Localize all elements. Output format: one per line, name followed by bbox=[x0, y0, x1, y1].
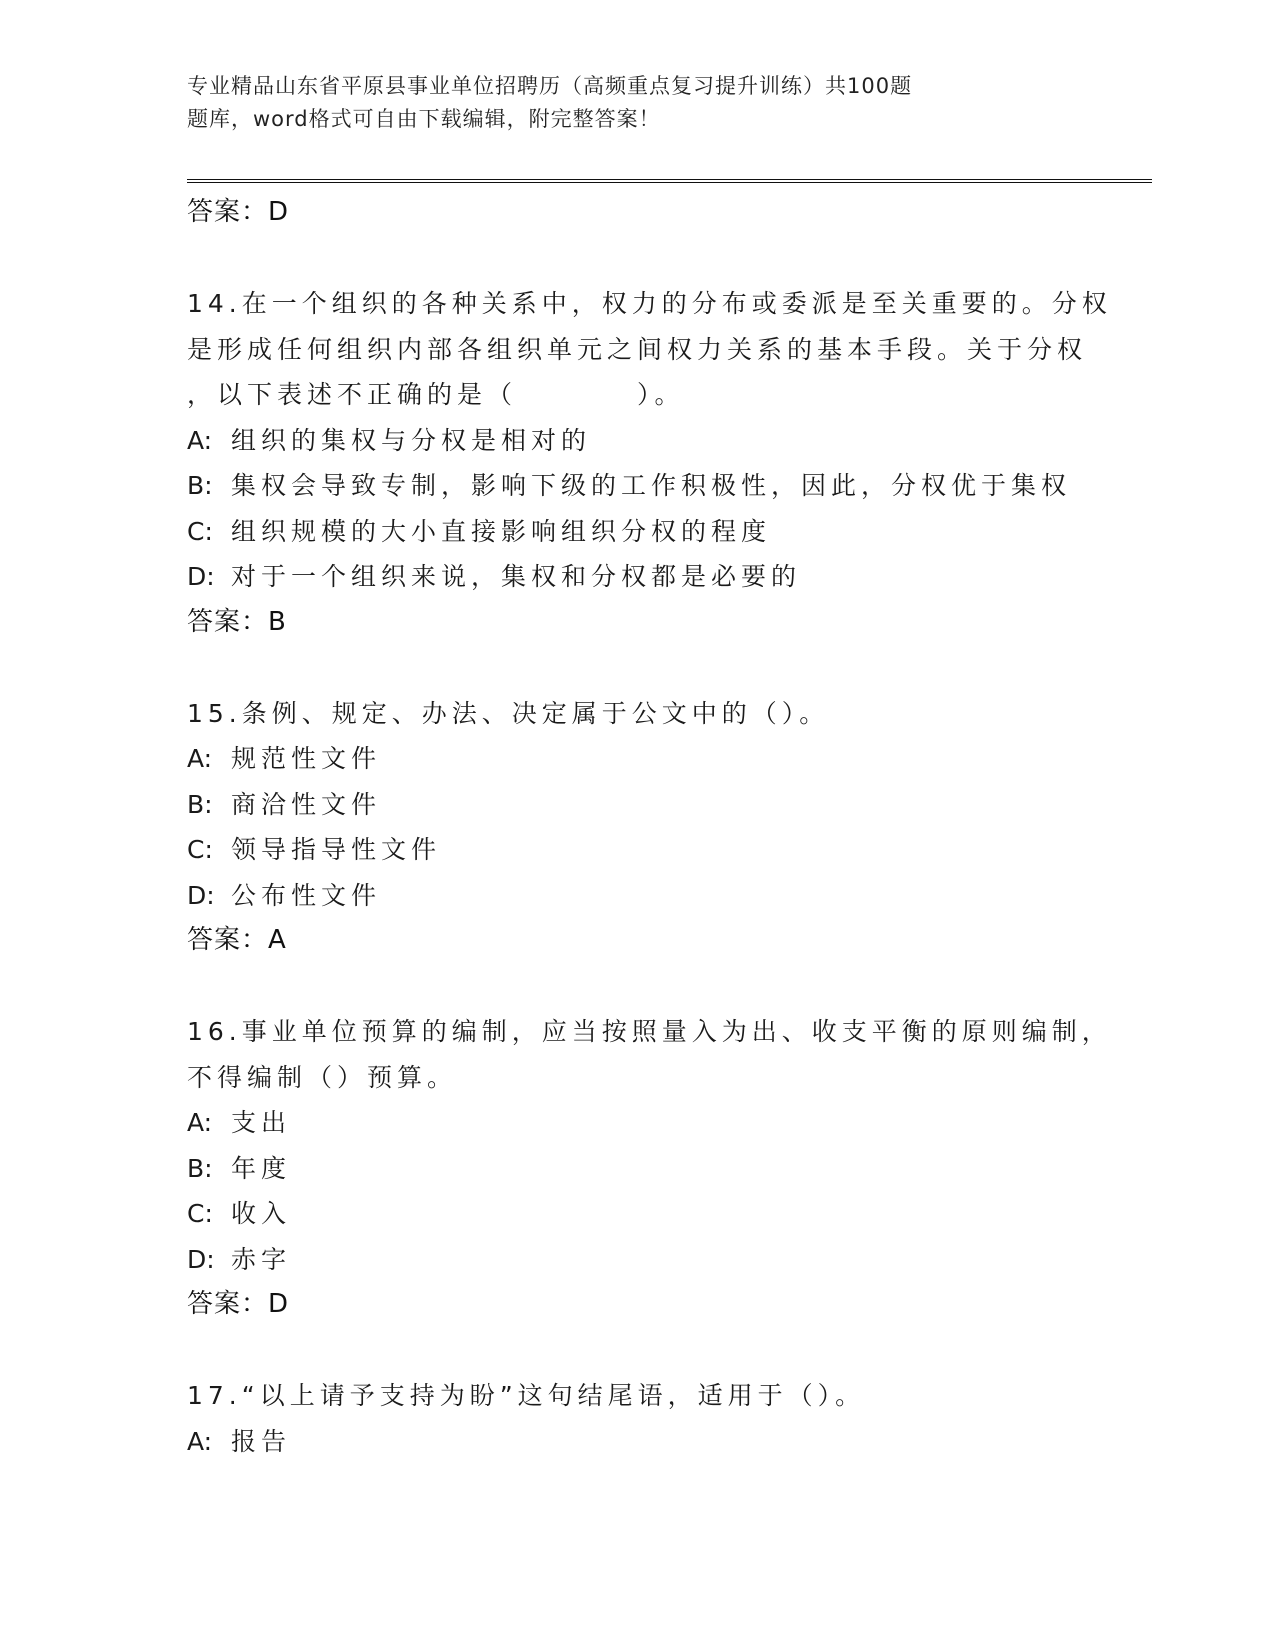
question-14 bbox=[187, 281, 1112, 645]
header-title-line-2: 题库，word格式可自由下载编辑，附完整答案！ bbox=[187, 107, 661, 131]
option-key: C: bbox=[187, 1199, 213, 1228]
option-a bbox=[187, 1419, 1087, 1465]
option-d bbox=[187, 1237, 1087, 1283]
option-text: 组织规模的大小直接影响组织分权的程度 bbox=[231, 516, 772, 546]
option-text: 赤字 bbox=[231, 1244, 292, 1274]
option-a bbox=[187, 1100, 1087, 1146]
option-text: 对于一个组织来说，集权和分权都是必要的 bbox=[231, 562, 802, 591]
document-body bbox=[187, 190, 1112, 1464]
spacer bbox=[187, 645, 1087, 691]
question-16 bbox=[187, 1009, 1112, 1328]
option-b bbox=[187, 782, 1087, 828]
question-text: 17.“以上请予支持为盼”这句结尾语，适用于（）。 bbox=[187, 1381, 866, 1410]
option-key: B: bbox=[187, 789, 213, 819]
question-text: 14.在一个组织的各种关系中，权力的分布或委派是至关重要的。分权 bbox=[187, 289, 1112, 318]
question-text: 15.条例、规定、办法、决定属于公文中的（）。 bbox=[187, 698, 830, 728]
spacer bbox=[187, 964, 1087, 1010]
option-key: B: bbox=[187, 471, 213, 500]
option-key: C: bbox=[187, 835, 213, 864]
option-text: 规范性文件 bbox=[231, 744, 382, 773]
answer-line: 答案：D bbox=[187, 197, 290, 227]
option-d bbox=[187, 873, 1087, 919]
question-text: ，以下表述不正确的是（ ）。 bbox=[187, 380, 685, 409]
option-c bbox=[187, 827, 1087, 873]
option-c bbox=[187, 509, 1087, 555]
option-d bbox=[187, 554, 1087, 600]
option-c bbox=[187, 1191, 1087, 1237]
option-key: D: bbox=[187, 562, 215, 591]
option-b bbox=[187, 463, 1087, 509]
option-key: A: bbox=[187, 425, 213, 455]
page-header bbox=[187, 70, 1047, 136]
question-17 bbox=[187, 1373, 1087, 1464]
question-text: 不得编制（）预算。 bbox=[187, 1062, 458, 1092]
header-title-line-1: 专业精品山东省平原县事业单位招聘历（高频重点复习提升训练）共100题 bbox=[187, 74, 913, 98]
option-text: 年度 bbox=[231, 1153, 292, 1183]
option-a bbox=[187, 418, 1087, 464]
option-key: B: bbox=[187, 1153, 213, 1183]
question-15 bbox=[187, 691, 1087, 964]
question-text: 是形成任何组织内部各组织单元之间权力关系的基本手段。关于分权 bbox=[187, 334, 1088, 364]
option-text: 集权会导致专制，影响下级的工作积极性，因此，分权优于集权 bbox=[231, 471, 1072, 500]
option-key: A: bbox=[187, 1108, 213, 1137]
option-text: 公布性文件 bbox=[231, 880, 382, 910]
option-key: D: bbox=[187, 880, 215, 910]
spacer bbox=[187, 236, 1087, 282]
question-text: 16.事业单位预算的编制，应当按照量入为出、收支平衡的原则编制， bbox=[187, 1017, 1112, 1046]
answer-line: 答案：B bbox=[187, 606, 287, 637]
option-key: D: bbox=[187, 1244, 215, 1274]
answer-line: 答案：A bbox=[187, 925, 287, 955]
header-divider bbox=[187, 179, 1152, 183]
option-text: 报告 bbox=[231, 1426, 292, 1456]
spacer bbox=[187, 1328, 1087, 1374]
answer-line: 答案：D bbox=[187, 1289, 290, 1319]
option-text: 支出 bbox=[231, 1108, 292, 1137]
option-b bbox=[187, 1146, 1087, 1192]
option-key: A: bbox=[187, 744, 213, 773]
option-text: 领导指导性文件 bbox=[231, 835, 442, 864]
option-a bbox=[187, 736, 1087, 782]
option-text: 组织的集权与分权是相对的 bbox=[231, 425, 592, 455]
option-key: C: bbox=[187, 516, 213, 546]
option-text: 商洽性文件 bbox=[231, 789, 382, 819]
option-text: 收入 bbox=[231, 1199, 292, 1228]
option-key: A: bbox=[187, 1426, 213, 1456]
